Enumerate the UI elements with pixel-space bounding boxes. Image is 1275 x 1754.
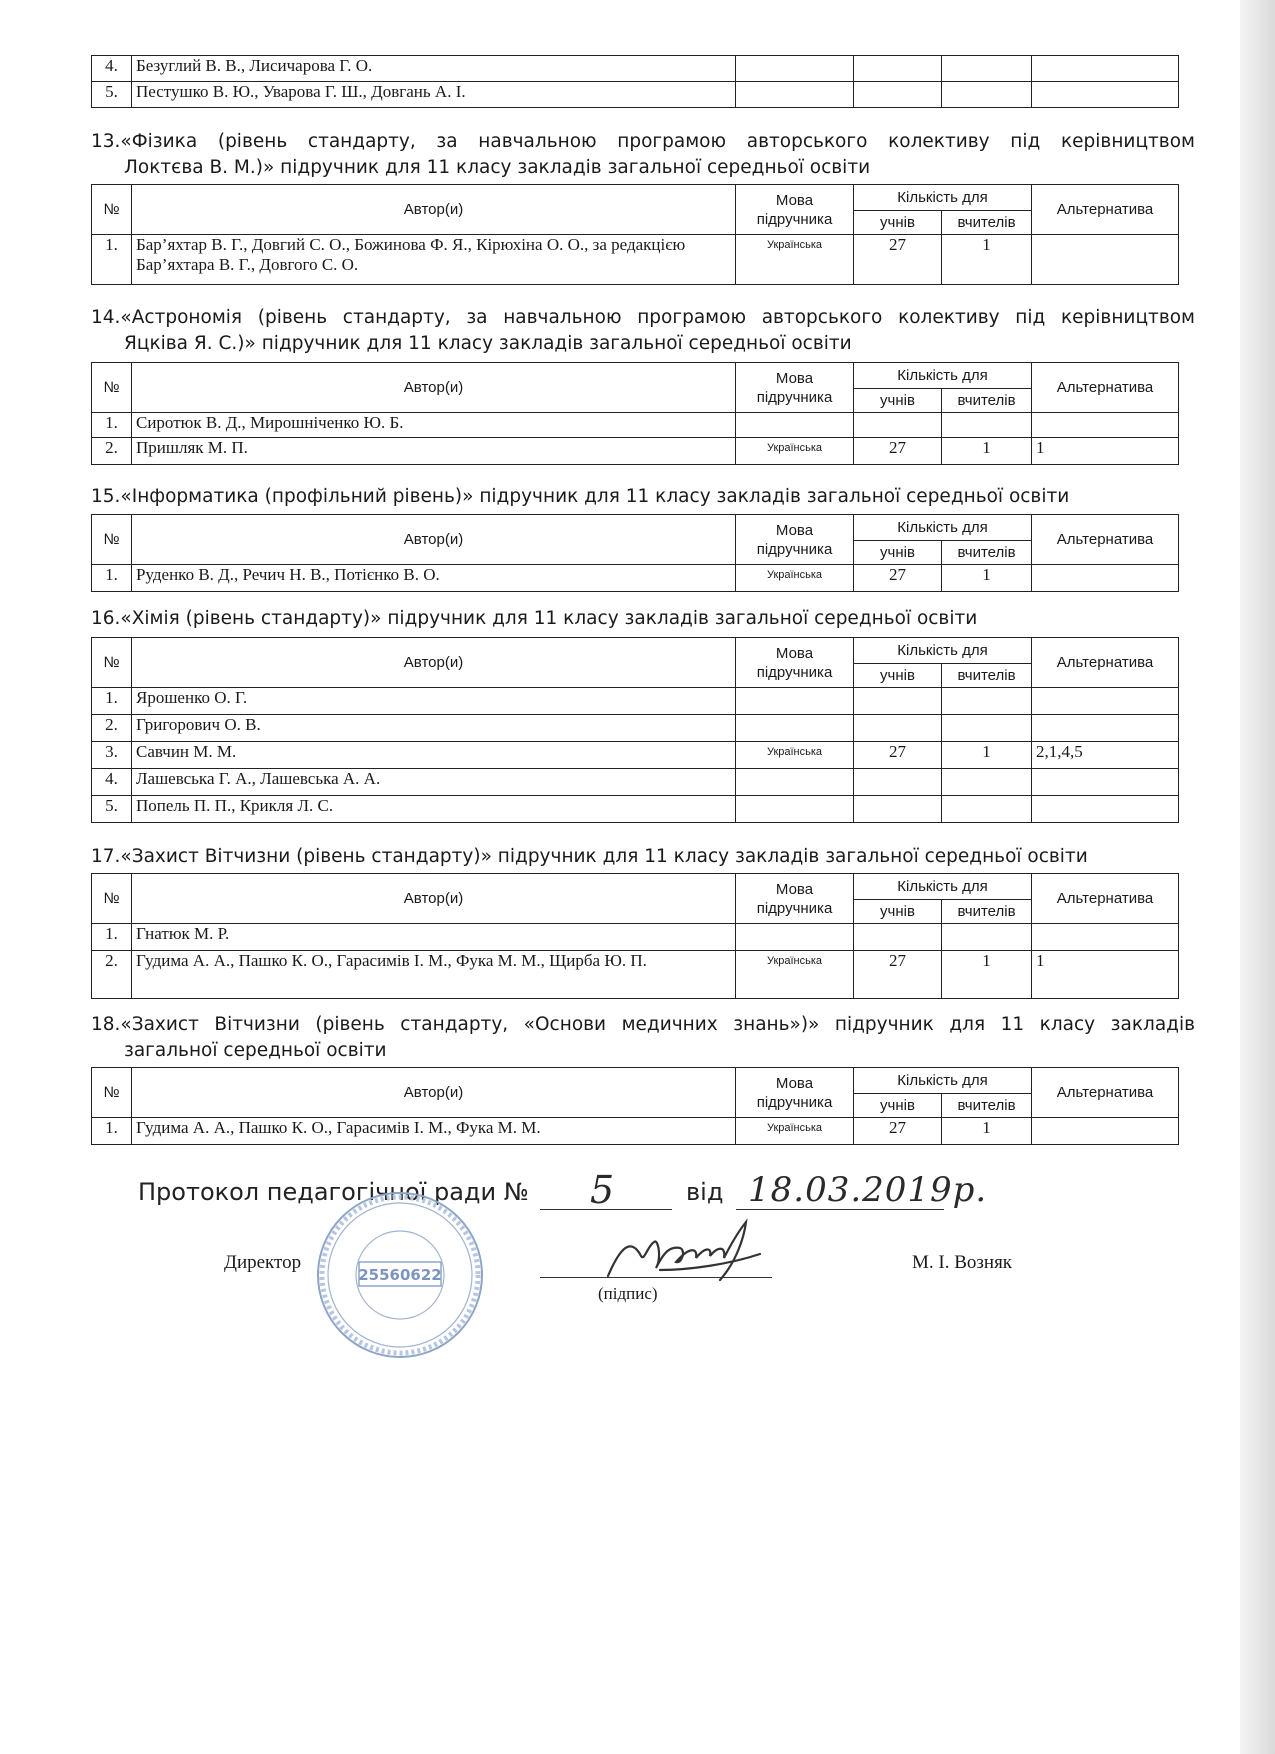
table-body xyxy=(92,688,1179,823)
header-row xyxy=(92,515,1179,541)
row-alternative xyxy=(1032,413,1179,438)
protocol-number: 5 xyxy=(590,1168,615,1212)
row-students-count xyxy=(854,413,942,438)
table-row xyxy=(92,715,1179,742)
row-authors: Григорович О. В. xyxy=(132,715,736,742)
header-authors: Автор(и) xyxy=(132,363,736,413)
row-students-count xyxy=(854,688,942,715)
header-alternative: Альтернатива xyxy=(1032,638,1179,688)
row-teachers-count xyxy=(942,56,1032,82)
table-row xyxy=(92,438,1179,465)
row-students-count: 27 xyxy=(854,742,942,769)
row-number: 1. xyxy=(92,1118,132,1145)
section-title-line1: 16.«Хімія (рівень стандарту)» підручник для 11 класу закладів загальної середньої освіти xyxy=(91,608,978,629)
row-language xyxy=(736,924,854,951)
header-students: учнів xyxy=(854,541,942,565)
table-body xyxy=(92,235,1179,285)
row-teachers-count xyxy=(942,413,1032,438)
section-title xyxy=(91,484,1195,510)
director-label: Директор xyxy=(224,1252,302,1273)
header-language: Мова підручника xyxy=(736,638,854,688)
section-title xyxy=(91,129,1195,181)
row-authors: Ярошенко О. Г. xyxy=(132,688,736,715)
table-body xyxy=(92,1118,1179,1145)
continued-table-body xyxy=(92,56,1179,108)
continued-table xyxy=(91,55,1179,108)
header-number: № xyxy=(92,185,132,235)
header-students: учнів xyxy=(854,900,942,924)
row-authors: Сиротюк В. Д., Мирошніченко Ю. Б. xyxy=(132,413,736,438)
row-number: 2. xyxy=(92,438,132,465)
table-row xyxy=(92,688,1179,715)
header-students: учнів xyxy=(854,211,942,235)
header-authors: Автор(и) xyxy=(132,185,736,235)
row-language xyxy=(736,82,854,108)
header-quantity: Кількість для xyxy=(854,874,1032,900)
stamp-code: 25560622 xyxy=(358,1266,442,1284)
row-alternative xyxy=(1032,924,1179,951)
table-row xyxy=(92,565,1179,592)
row-language: Українська xyxy=(736,565,854,592)
row-language xyxy=(736,688,854,715)
textbook-table xyxy=(91,1067,1179,1145)
section-title-line2: Яцківа Я. С.)» підручник для 11 класу закладів загальної середньої освіти xyxy=(124,333,852,354)
header-number: № xyxy=(92,515,132,565)
row-alternative xyxy=(1032,1118,1179,1145)
row-teachers-count xyxy=(942,769,1032,796)
header-row xyxy=(92,363,1179,389)
textbook-table xyxy=(91,514,1179,592)
section-title-line1: 18.«Захист Вітчизни (рівень стандарту, «Основи медичних знань»)» підручник для 11 класу закладів xyxy=(91,1014,1195,1035)
director-name: М. І. Возняк xyxy=(912,1252,1013,1273)
row-number: 5. xyxy=(92,796,132,823)
row-alternative xyxy=(1032,235,1179,285)
section-title xyxy=(91,844,1195,870)
signature-image xyxy=(600,1218,780,1298)
header-alternative: Альтернатива xyxy=(1032,515,1179,565)
header-teachers: вчителів xyxy=(942,541,1032,565)
header-language: Мова підручника xyxy=(736,363,854,413)
header-number: № xyxy=(92,638,132,688)
header-authors: Автор(и) xyxy=(132,638,736,688)
table-row xyxy=(92,1118,1179,1145)
header-alternative: Альтернатива xyxy=(1032,874,1179,924)
header-row xyxy=(92,1068,1179,1094)
textbook-table xyxy=(91,873,1179,999)
header-students: учнів xyxy=(854,389,942,413)
header-teachers: вчителів xyxy=(942,900,1032,924)
header-authors: Автор(и) xyxy=(132,1068,736,1118)
row-language: Українська xyxy=(736,742,854,769)
table-row xyxy=(92,413,1179,438)
section-title xyxy=(91,305,1195,357)
row-alternative xyxy=(1032,82,1179,108)
row-students-count xyxy=(854,924,942,951)
table-row xyxy=(92,742,1179,769)
row-number: 5. xyxy=(92,82,132,108)
header-teachers: вчителів xyxy=(942,211,1032,235)
textbook-table xyxy=(91,637,1179,823)
section-title-line1: 17.«Захист Вітчизни (рівень стандарту)» підручник для 11 класу закладів загальної середньої освіти xyxy=(91,846,1088,867)
textbook-table xyxy=(91,184,1179,285)
row-teachers-count xyxy=(942,796,1032,823)
row-number: 1. xyxy=(92,235,132,285)
row-alternative xyxy=(1032,565,1179,592)
section-title-line1: 13.«Фізика (рівень стандарту, за навчальною програмою авторського колективу під керівництвом xyxy=(91,131,1195,152)
header-language: Мова підручника xyxy=(736,874,854,924)
row-teachers-count: 1 xyxy=(942,565,1032,592)
header-teachers: вчителів xyxy=(942,664,1032,688)
table-row xyxy=(92,796,1179,823)
header-row xyxy=(92,185,1179,211)
row-students-count: 27 xyxy=(854,438,942,465)
row-teachers-count xyxy=(942,715,1032,742)
header-language: Мова підручника xyxy=(736,185,854,235)
row-language: Українська xyxy=(736,1118,854,1145)
header-number: № xyxy=(92,874,132,924)
row-students-count xyxy=(854,769,942,796)
row-authors: Савчин М. М. xyxy=(132,742,736,769)
row-number: 4. xyxy=(92,769,132,796)
row-teachers-count: 1 xyxy=(942,438,1032,465)
row-language xyxy=(736,56,854,82)
row-authors: Руденко В. Д., Речич Н. В., Потієнко В. О. xyxy=(132,565,736,592)
header-alternative: Альтернатива xyxy=(1032,363,1179,413)
row-alternative xyxy=(1032,769,1179,796)
table-row xyxy=(92,951,1179,999)
table-row xyxy=(92,82,1179,108)
table-row xyxy=(92,56,1179,82)
row-students-count xyxy=(854,796,942,823)
row-alternative: 1 xyxy=(1032,951,1179,999)
row-number: 1. xyxy=(92,413,132,438)
section-title-line2: Локтєва В. М.)» підручник для 11 класу закладів загальної середньої освіти xyxy=(124,157,871,178)
section-title xyxy=(91,606,1195,632)
row-students-count: 27 xyxy=(854,235,942,285)
row-language: Українська xyxy=(736,951,854,999)
section-title-line1: 14.«Астрономія (рівень стандарту, за навчальною програмою авторського колективу під керівництвом xyxy=(91,307,1195,328)
row-authors: Гнатюк М. Р. xyxy=(132,924,736,951)
header-quantity: Кількість для xyxy=(854,1068,1032,1094)
row-students-count: 27 xyxy=(854,565,942,592)
scan-edge-shadow xyxy=(1240,0,1275,1754)
header-authors: Автор(и) xyxy=(132,515,736,565)
header-authors: Автор(и) xyxy=(132,874,736,924)
row-language xyxy=(736,769,854,796)
row-language: Українська xyxy=(736,438,854,465)
row-number: 2. xyxy=(92,951,132,999)
header-number: № xyxy=(92,1068,132,1118)
header-quantity: Кількість для xyxy=(854,185,1032,211)
row-authors: Лашевська Г. А., Лашевська А. А. xyxy=(132,769,736,796)
signature-caption: (підпис) xyxy=(598,1284,658,1303)
row-language xyxy=(736,413,854,438)
row-authors: Бар’яхтар В. Г., Довгий С. О., Божинова Ф. Я., Кірюхіна О. О., за редакцією Бар’яхтара В. Г., Довгого С. О. xyxy=(132,235,736,285)
row-authors: Пришляк М. П. xyxy=(132,438,736,465)
header-row xyxy=(92,638,1179,664)
header-students: учнів xyxy=(854,664,942,688)
header-students: учнів xyxy=(854,1094,942,1118)
section-title xyxy=(91,1012,1195,1064)
row-students-count: 27 xyxy=(854,951,942,999)
row-number: 1. xyxy=(92,924,132,951)
table-body xyxy=(92,413,1179,465)
row-students-count xyxy=(854,82,942,108)
table-body xyxy=(92,924,1179,999)
header-teachers: вчителів xyxy=(942,1094,1032,1118)
header-quantity: Кількість для xyxy=(854,638,1032,664)
row-teachers-count: 1 xyxy=(942,951,1032,999)
row-authors: Попель П. П., Крикля Л. С. xyxy=(132,796,736,823)
row-teachers-count: 1 xyxy=(942,742,1032,769)
row-teachers-count: 1 xyxy=(942,235,1032,285)
table-row xyxy=(92,769,1179,796)
row-teachers-count xyxy=(942,82,1032,108)
table-row xyxy=(92,235,1179,285)
row-number: 2. xyxy=(92,715,132,742)
row-alternative xyxy=(1032,688,1179,715)
protocol-date: 18.03.2019р. xyxy=(748,1170,988,1210)
header-alternative: Альтернатива xyxy=(1032,1068,1179,1118)
row-number: 1. xyxy=(92,565,132,592)
header-number: № xyxy=(92,363,132,413)
row-alternative xyxy=(1032,715,1179,742)
row-authors: Пестушко В. Ю., Уварова Г. Ш., Довгань А. І. xyxy=(132,82,736,108)
row-language xyxy=(736,796,854,823)
official-stamp xyxy=(313,1188,488,1363)
header-quantity: Кількість для xyxy=(854,515,1032,541)
textbook-table xyxy=(91,362,1179,465)
row-number: 3. xyxy=(92,742,132,769)
header-teachers: вчителів xyxy=(942,389,1032,413)
header-row xyxy=(92,874,1179,900)
header-language: Мова підручника xyxy=(736,1068,854,1118)
header-alternative: Альтернатива xyxy=(1032,185,1179,235)
table-row xyxy=(92,924,1179,951)
row-authors: Гудима А. А., Пашко К. О., Гарасимів І. М., Фука М. М. xyxy=(132,1118,736,1145)
row-teachers-count: 1 xyxy=(942,1118,1032,1145)
section-title-line2: загальної середньої освіти xyxy=(124,1040,387,1061)
row-authors: Гудима А. А., Пашко К. О., Гарасимів І. М., Фука М. М., Щирба Ю. П. xyxy=(132,951,736,999)
row-number: 4. xyxy=(92,56,132,82)
row-authors: Безуглий В. В., Лисичарова Г. О. xyxy=(132,56,736,82)
row-alternative: 2,1,4,5 xyxy=(1032,742,1179,769)
from-label: від xyxy=(686,1178,724,1206)
row-teachers-count xyxy=(942,924,1032,951)
row-alternative xyxy=(1032,796,1179,823)
row-language xyxy=(736,715,854,742)
row-number: 1. xyxy=(92,688,132,715)
header-language: Мова підручника xyxy=(736,515,854,565)
header-quantity: Кількість для xyxy=(854,363,1032,389)
row-students-count: 27 xyxy=(854,1118,942,1145)
row-language: Українська xyxy=(736,235,854,285)
row-students-count xyxy=(854,715,942,742)
row-alternative xyxy=(1032,56,1179,82)
section-title-line1: 15.«Інформатика (профільний рівень)» підручник для 11 класу закладів загальної середньої освіти xyxy=(91,486,1070,507)
protocol-label: Протокол педагогічної ради № xyxy=(138,1178,529,1206)
row-alternative: 1 xyxy=(1032,438,1179,465)
row-teachers-count xyxy=(942,688,1032,715)
row-students-count xyxy=(854,56,942,82)
table-body xyxy=(92,565,1179,592)
